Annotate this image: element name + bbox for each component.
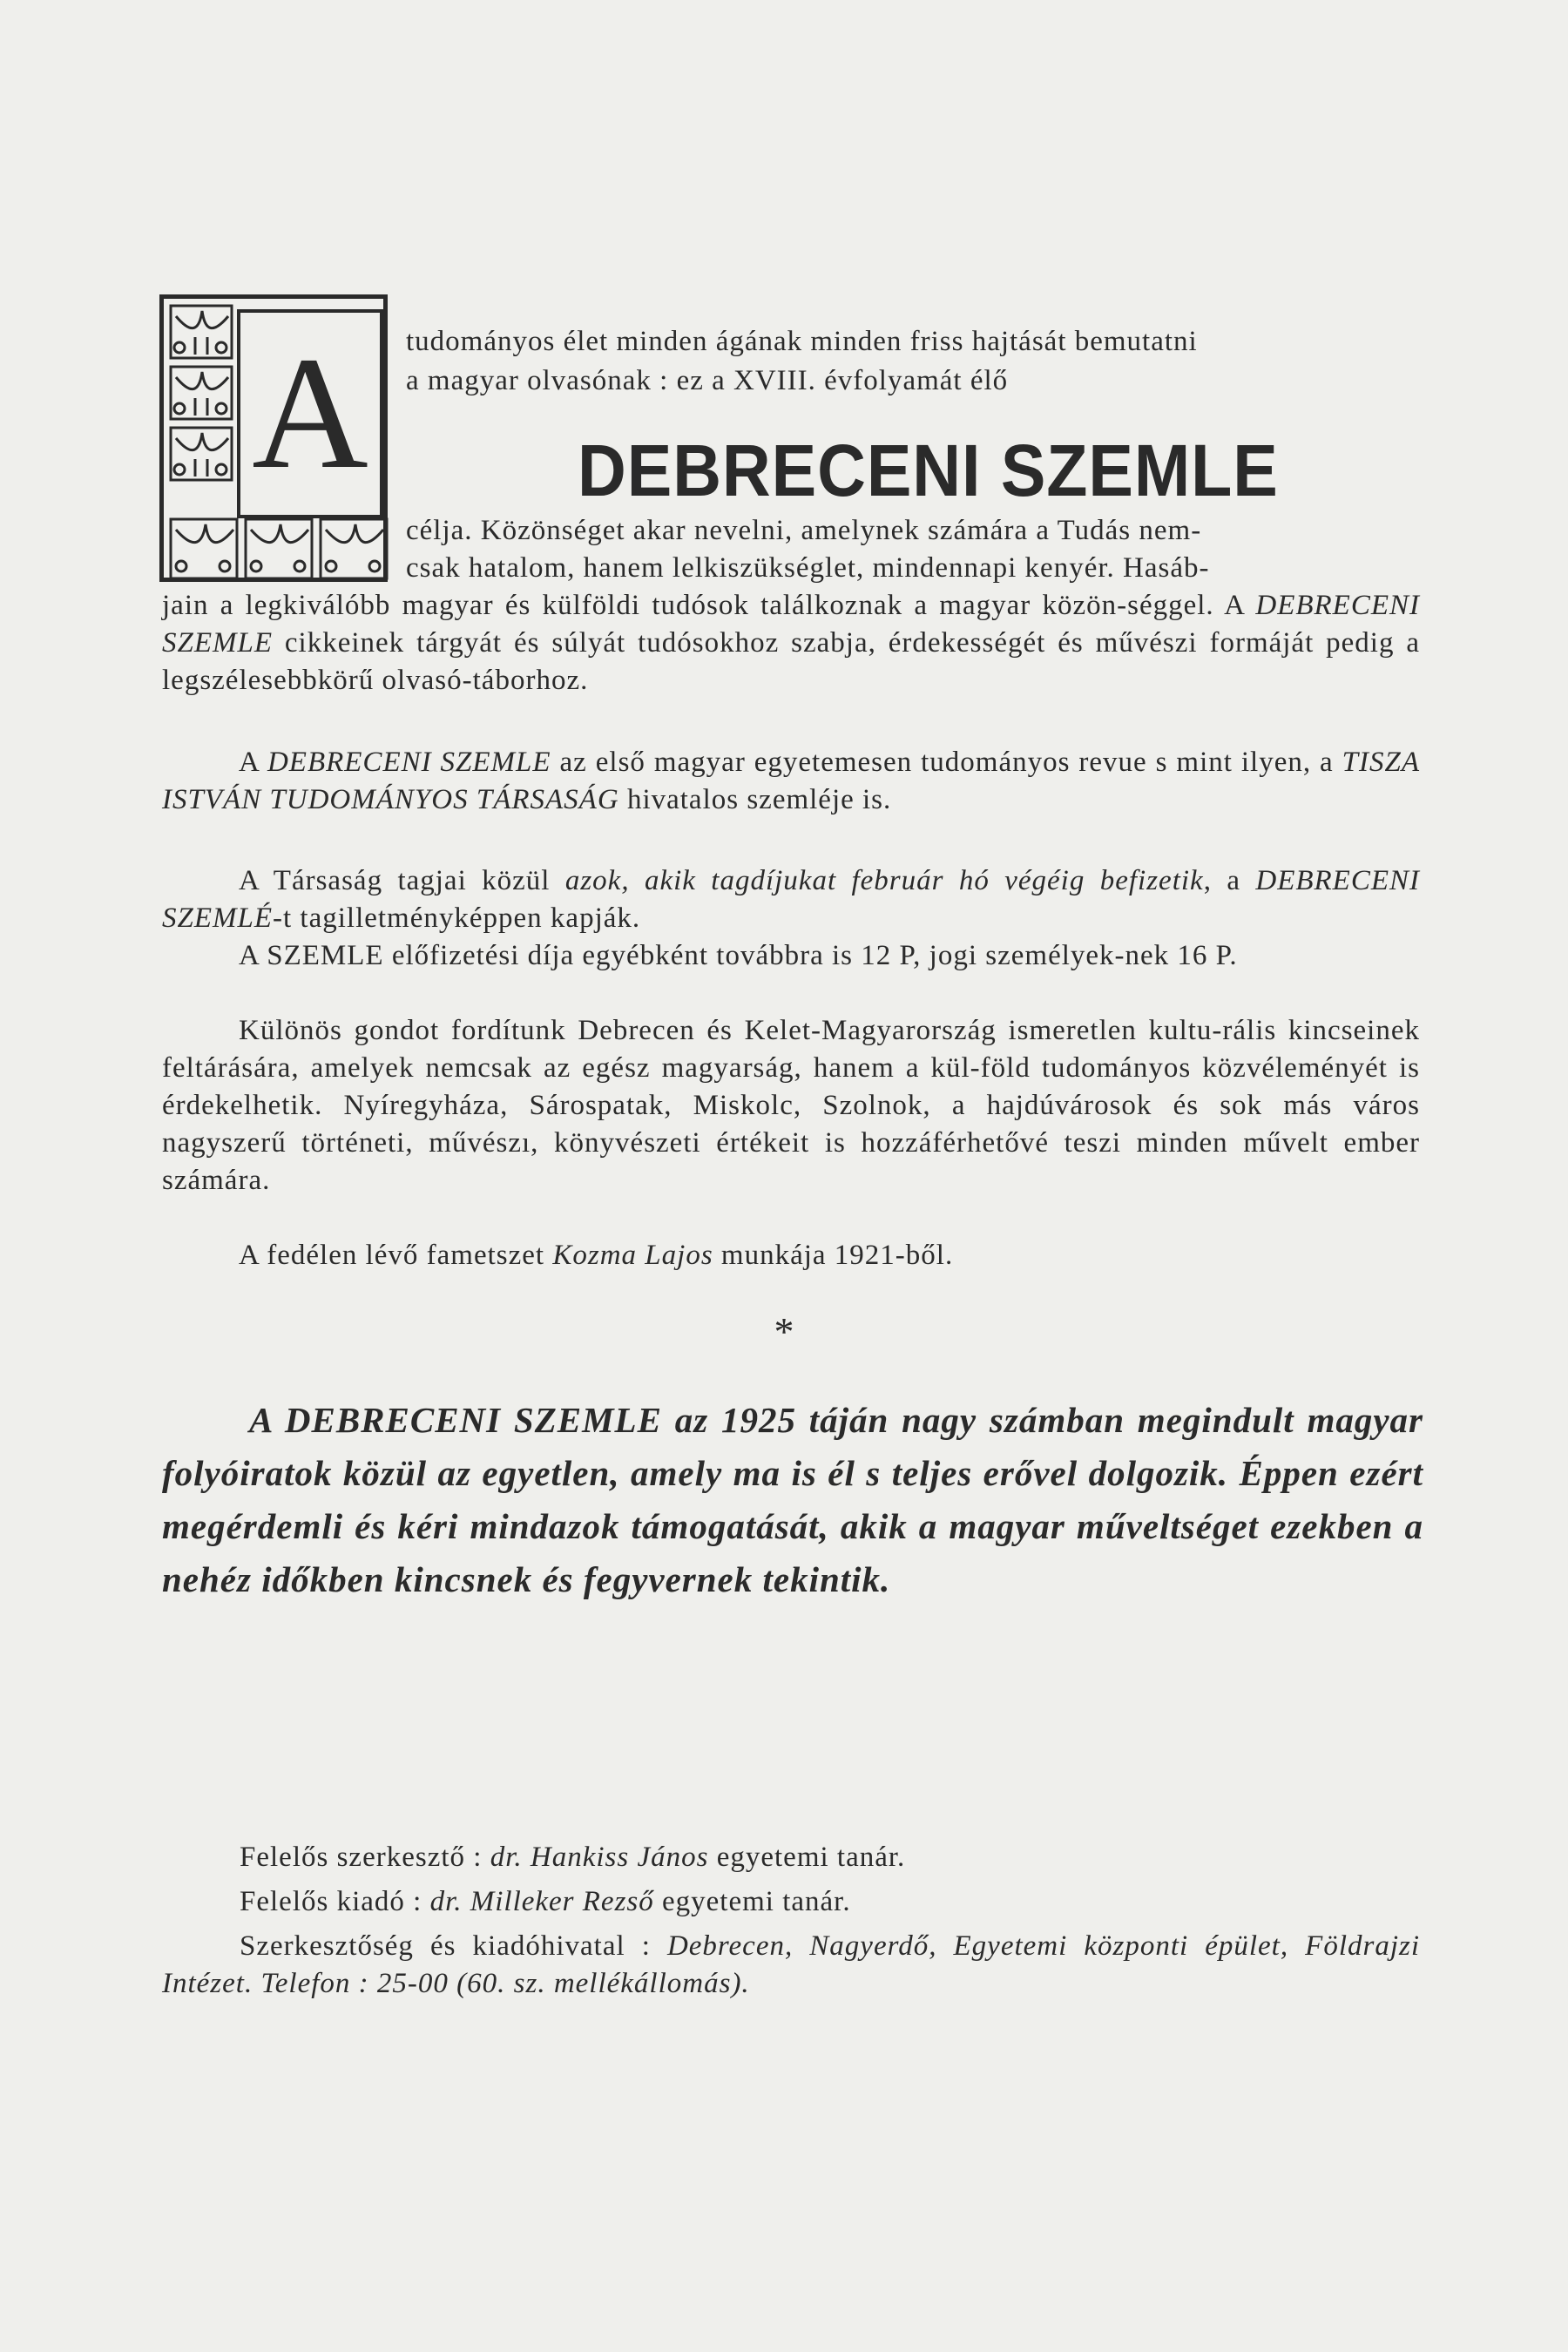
paragraph-6-text-b: munkája 1921-ből. [713, 1240, 954, 1271]
footer-publisher-role: egyetemi tanár. [653, 1886, 851, 1917]
paragraph-6 [162, 1237, 1420, 1274]
footer-office [162, 1928, 1420, 2003]
paragraph-1-wrap [406, 512, 1420, 587]
intro-line-1: tudományos élet minden ágának minden friss hajtását bemutatni [406, 326, 1198, 357]
paragraph-5: Különös gondot fordítunk Debrecen és Kelet-Magyarország ismeretlen kultu-rális kincseinek feltárására, amelyek nemcsak az egész magyarság, hanem a kül-föld tudományos közvéleményét is érdekelhetik. Nyíregyháza, Sárospatak, Miskolc, Szolnok, a hajdúvárosok és sok más város nagyszerű történeti, művészı, könyvészeti értékeit is hozzáférhetővé teszi minden művelt ember számára. [162, 1015, 1420, 1196]
footer-office-address: Debrecen, Nagyerdő, Egyetemi központi épület, Földrajzi Intézet. Telefon : 25-00 (60. sz. mellékállomás). [162, 1930, 1421, 1999]
paragraph-1-rest [162, 587, 1420, 700]
footer-office-label: Szerkesztőség és kiadóhivatal : [240, 1930, 667, 1962]
drop-cap [159, 294, 388, 582]
footer-publisher-label: Felelős kiadó : [240, 1886, 430, 1917]
paragraph-2 [162, 744, 1420, 819]
paragraph-3-text-c: -t tagilletményképpen kapják. [273, 902, 641, 934]
footer-publisher-name: dr. Milleker Rezső [429, 1886, 654, 1917]
paragraph-2-text-a: A [239, 747, 267, 778]
paragraph-3-text-a: A Társaság tagjai közül [239, 865, 565, 896]
intro-text [406, 322, 1420, 401]
paragraph-4: A SZEMLE előfizetési díja egyébként továbbra is 12 P, jogi személyek-nek 16 P. [239, 940, 1238, 971]
paragraph-1-wrap-line-1: célja. Közönséget akar nevelni, amelynek számára a Tudás nem- [406, 515, 1202, 546]
paragraph-1-text-a: jain a legkiválóbb magyar és külföldi tudósok találkoznak a magyar közön-séggel. A [162, 590, 1256, 621]
highlight-text: A DEBRECENI SZEMLE az 1925 táján nagy számban megindult magyar folyóiratok közül az egyetlen, amely ma is él s teljes erővel dolgozik. Éppen ezért megérdemli és kéri mindazok támogatását, akik a magyar műveltséget ezekben a nehéz időkben kincsnek és fegyvernek tekintik. [162, 1400, 1423, 1599]
highlight-paragraph [162, 1394, 1423, 1606]
journal-title: DEBRECENI SZEMLE [578, 429, 1279, 511]
footer-editor-role: egyetemi tanár. [708, 1842, 906, 1873]
paragraph-2-text-c: hivatalos szemléje is. [618, 784, 892, 815]
paragraph-1-wrap-line-2: csak hatalom, hanem lelkiszükséglet, mindennapi kenyér. Hasáb- [406, 552, 1210, 584]
paragraph-1-italic-title: DEBRECENI SZEMLE [162, 590, 1420, 659]
paragraph-2-text-b: az első magyar egyetemesen tudományos revue s mint ilyen, a [551, 747, 1342, 778]
paragraph-1-text-b: cikkeinek tárgyát és súlyát tudósokhoz szabja, érdekességét és művészi formáját pedig a legszélesebbkörű olvasó-táborhoz. [162, 627, 1420, 696]
paragraph-6-italic-artist: Kozma Lajos [552, 1240, 713, 1271]
intro-line-2: a magyar olvasónak : ez a XVIII. évfolyamát élő [406, 365, 1009, 396]
paragraph-6-text-a: A fedélen lévő fametszet [239, 1240, 553, 1271]
separator-asterisk: * [774, 1309, 794, 1354]
paragraph-3 [162, 862, 1420, 937]
paragraph-2-italic-title: DEBRECENI SZEMLE [267, 747, 551, 778]
paragraph-2-italic-society: TISZA ISTVÁN TUDOMÁNYOS TÁRSASÁG [162, 747, 1420, 815]
footer-publisher [240, 1883, 1424, 1921]
paragraph-3-italic-title: DEBRECENI SZEMLÉ [162, 865, 1420, 934]
footer-editor [240, 1839, 1424, 1876]
paragraph-3-text-b: , a [1203, 865, 1256, 896]
paragraph-3-italic: azok, akik tagdíjukat február hó végéig befizetik [564, 865, 1204, 896]
footer-editor-label: Felelős szerkesztő : [240, 1842, 490, 1873]
footer-editor-name: dr. Hankiss János [490, 1842, 709, 1873]
drop-cap-letter: A [237, 309, 383, 518]
